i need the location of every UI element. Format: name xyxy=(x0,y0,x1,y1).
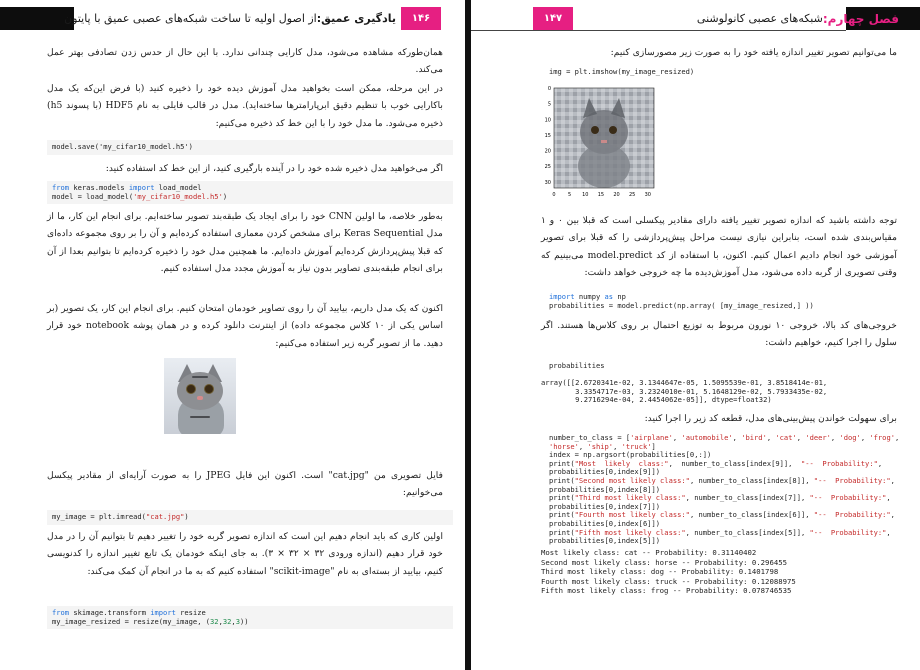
plot-y-tick-label: 25 xyxy=(544,164,551,171)
output-block xyxy=(541,548,796,596)
code-token: 'horse' xyxy=(549,441,579,451)
result-line: Third most likely class: dog -- Probability: 0.1401798 xyxy=(541,567,779,577)
paragraph: اولین کاری که باید انجام دهیم این است که اندازه تصویر گربه خود را تغییر دهیم تا بتوانیم آن را در مدل خود قرار دهیم (اندازه ورودی ۳۲ × ۳۲ × ۳). به جای اینکه خودمان یک تابع تغییر اندازه را کدنویسی کنیم، بیایید از بسته‌ای به نام "scikit-image" استفاده کنیم که به ما در انجام آن کمک می‌کند: xyxy=(47,531,443,577)
plot-x-tick-label: 0 xyxy=(552,192,556,198)
code-token: , xyxy=(796,433,806,442)
code-token: print( xyxy=(549,475,575,485)
code-token: as xyxy=(604,292,614,301)
code-token: "Fourth most likely class:" xyxy=(574,510,690,520)
code-token: 32 xyxy=(210,616,219,626)
code-token: probabilities[0,index[8]]) xyxy=(549,484,661,494)
code-block xyxy=(549,434,899,546)
code-token: model = load_model( xyxy=(52,191,134,201)
result-line: Second most likely class: horse -- Probability: 0.296455 xyxy=(541,557,788,567)
code-token: "-- Probability:" xyxy=(809,493,887,503)
code-token: , xyxy=(218,616,223,626)
code-token: numpy xyxy=(574,292,605,301)
plot-y-tick-label: 30 xyxy=(544,179,551,186)
code-token: keras.models xyxy=(69,183,129,192)
page-number: ۱۴۶ xyxy=(401,7,441,30)
code-token: , xyxy=(231,616,236,626)
code-token: 'airplane' xyxy=(630,433,673,442)
code-token: probabilities = model.predict(np.array( [my_image_resized,] )) xyxy=(549,300,814,310)
paragraph: توجه داشته باشید که اندازه تصویر تغییر یافته دارای مقادیر پیکسلی است که قبلا بین ۰ و ۱ مقیاس‌بندی شده است، بنابراین نیازی نیست مراحل پیش‌پردازشی را که قبلا برای تصویر آموزشی خود انجام دادیم اعمال کنیم. اکنون، با استفاده از کد model.predict می‌بینیم که وقتی تصویری از گربه داده می‌شود، مدل آموزش‌دیده ما چه خروجی خواهد داشت: xyxy=(541,215,898,279)
code-token: , xyxy=(860,433,870,442)
paragraph: به‌طور خلاصه، ما اولین CNN خود را برای ایجاد یک طبقه‌بند تصویر ساخته‌ایم. برای انجام این کار، ما از مدل Keras Sequential برای مشخص کردن معماری استفاده کرده‌ایم و آن را بر روی مجموعه داده‌ای که قبلا پیش‌پردازش کرده‌ایم آموزش داده‌ایم. ما همچنین مدل خود را ذخیره کرده‌ایم تا بتوانیم بعدا از آن برای انجام طبقه‌بندی تصاویر بدون نیاز به آموزش مجدد مدل استفاده کنیم. xyxy=(47,211,443,275)
header-black-bar xyxy=(0,7,74,30)
code-token: "-- Probability:" xyxy=(813,475,891,485)
code-token: , xyxy=(766,433,776,442)
code-token: 'frog' xyxy=(869,433,895,442)
code-block xyxy=(47,140,453,155)
plot-y-tick-label: 20 xyxy=(544,148,551,155)
code-token: , xyxy=(886,493,891,503)
right-page xyxy=(471,0,920,670)
code-token: "Fifth most likely class:" xyxy=(574,527,686,537)
running-title xyxy=(64,7,396,30)
code-token: , xyxy=(732,433,742,442)
paragraph: اگر می‌خواهید مدل ذخیره شده خود را در آینده بارگیری کنید، از این خط کد استفاده کنید: xyxy=(105,163,443,174)
code-line: probabilities xyxy=(549,361,605,370)
code-token: probabilities[0,index[7]]) xyxy=(549,501,661,511)
plot-x-tick-label: 15 xyxy=(597,192,605,198)
code-token: my_image = plt.imread( xyxy=(52,512,146,521)
left-page-header xyxy=(0,7,465,30)
code-token: skimage.transform xyxy=(69,608,151,617)
code-token: 'ship' xyxy=(587,441,614,451)
code-token: load_model xyxy=(154,183,202,192)
code-token: import xyxy=(150,608,176,617)
code-token: , number_to_class[index[8]], xyxy=(689,475,814,485)
paragraph: همان‌طورکه مشاهده می‌شود، مدل کارایی چندانی ندارد. با این حال از حدس زدن تصادفی بهتر عمل می‌کند. xyxy=(47,47,443,76)
code-token: , number_to_class[index[7]], xyxy=(685,493,810,503)
code-token: print( xyxy=(549,458,575,468)
paragraph: ما می‌توانیم تصویر تغییر اندازه یافته خود را به صورت زیر مصورسازی کنیم: xyxy=(610,47,897,58)
code-token: , number_to_class[index[9]], xyxy=(668,458,801,468)
running-title-rest: از اصول اولیه تا ساخت شبکه‌های عصبی عمیق با پایتون xyxy=(64,12,317,25)
code-block xyxy=(549,293,814,310)
code-token: "-- Probability:" xyxy=(813,510,891,520)
code-token: from xyxy=(52,608,70,617)
code-token: print( xyxy=(549,527,575,537)
plot-y-tick-label: 15 xyxy=(544,132,551,139)
code-token: , xyxy=(877,458,883,468)
code-token: my_image_resized = resize(my_image, ( xyxy=(52,616,211,626)
code-token: "-- Probability:" xyxy=(801,458,878,468)
plot-y-ticks xyxy=(545,86,551,186)
code-token: import xyxy=(128,183,155,192)
paragraph: فایل تصویری من "cat.jpg" است. اکنون این فایل JPEG را به صورت آرایه‌ای از مقادیر پیکسل می‌خوانیم: xyxy=(47,470,443,499)
result-line: Fifth most likely class: frog -- Probability: 0.078746535 xyxy=(541,586,792,596)
running-title-rest: شبکه‌های عصبی کانولوشنی xyxy=(696,12,823,25)
code-token: print( xyxy=(549,493,575,503)
code-token: index = np.argsort(probabilities[0,:]) xyxy=(549,450,712,460)
code-block xyxy=(47,181,453,204)
paragraph: در این مرحله، ممکن است بخواهید مدل آموزش دیده خود را ذخیره کنید (با فرض این‌که یک مدل باکارایی خوب با تنظیم دقیق ابرپارامترها ساخته‌اید). مدل در قالب فایلی به نام HDF5 (با پسوند h5) ذخیره می‌شود. ما مدل خود را با این خط کد ذخیره می‌کنیم: xyxy=(47,83,443,129)
code-token: 'dog' xyxy=(839,433,861,442)
result-line: Fourth most likely class: truck -- Probability: 0.12088975 xyxy=(541,576,796,586)
code-token: 'bird' xyxy=(741,433,767,442)
paragraph: اکنون که یک مدل داریم، بیایید آن را روی تصاویر خودمان امتحان کنیم. برای انجام این کار، یک تصویر (بر اساس یکی از ۱۰ کلاس مجموعه داده) از اینترنت دانلود کرده و در همان پوشه notebook خود قرار دهید. ما از تصویر گربه زیر استفاده می‌کنیم: xyxy=(47,303,443,349)
plot-x-tick-label: 25 xyxy=(628,192,636,198)
code-token: , xyxy=(890,475,895,485)
code-token: import xyxy=(549,292,575,301)
code-token: , number_to_class[index[6]], xyxy=(689,510,814,520)
code-token: 'my_cifar10_model.h5' xyxy=(133,191,223,201)
code-token: , xyxy=(613,441,622,451)
page-number: ۱۴۷ xyxy=(533,7,573,30)
code-token: 'deer' xyxy=(805,433,831,442)
code-token: probabilities[0,index[5]]) xyxy=(549,536,661,546)
code-line: img = plt.imshow(my_image_resized) xyxy=(549,67,695,76)
running-title xyxy=(579,7,899,30)
header-underline xyxy=(471,30,846,31)
plot-x-ticks xyxy=(552,192,651,198)
code-token: probabilities[0,index[9]]) xyxy=(549,467,661,477)
paragraph: برای سهولت خواندن پیش‌بینی‌های مدل، قطعه کد زیر را اجرا کنید: xyxy=(644,413,897,424)
code-token: , xyxy=(672,433,682,442)
code-token: np xyxy=(613,292,626,301)
code-token: , xyxy=(890,510,895,520)
running-title-bold: یادگیری عمیق: xyxy=(316,12,396,25)
right-page-header xyxy=(471,7,920,30)
code-token: 'cat' xyxy=(775,433,797,442)
code-token: 3 xyxy=(235,616,240,626)
code-token: , xyxy=(830,433,840,442)
code-token: "Third most likely class:" xyxy=(574,493,686,503)
code-token: "Second most likely class:" xyxy=(574,475,690,485)
code-token: , xyxy=(578,441,588,451)
paragraph: خروجی‌های کد بالا، خروجی ۱۰ نورون مربوط به توزیع احتمال بر روی کلاس‌ها هستند. اگر سلول را اجرا کنیم، خواهیم داشت: xyxy=(541,320,897,349)
output-block: array([[2.6720341e-02, 3.1344647e-05, 1.5095539e-01, 3.8518414e-01, 3.3354717e-03, 3.2324010e-01, 5.1648129e-02, 5.7933435e-02, 9.2716294e-04, 2.4454062e-05]], dtype=float32) xyxy=(541,378,828,405)
code-token: 32 xyxy=(222,616,232,626)
code-token: , xyxy=(895,433,900,442)
code-token: 'automobile' xyxy=(681,433,733,442)
code-token: 'truck' xyxy=(621,441,652,451)
code-token: "Most likely class:" xyxy=(574,458,669,468)
plot-y-tick-label: 10 xyxy=(544,117,551,124)
plot-x-tick-label: 20 xyxy=(613,192,620,198)
cat-photo xyxy=(164,358,236,434)
code-token: print( xyxy=(549,510,575,520)
code-token: ) xyxy=(222,191,228,201)
code-line: model.save('my_cifar10_model.h5') xyxy=(52,142,193,151)
code-token: from xyxy=(52,183,70,192)
code-token: "-- Probability:" xyxy=(809,527,887,537)
code-token: resize xyxy=(175,608,206,617)
code-block xyxy=(47,606,453,629)
code-token: , xyxy=(886,527,891,537)
code-token: number_to_class = [ xyxy=(549,433,631,442)
code-token: "cat.jpg" xyxy=(145,512,185,521)
plot-x-tick-label: 30 xyxy=(644,192,651,198)
code-token: probabilities[0,index[6]]) xyxy=(549,518,661,528)
plot-x-tick-label: 5 xyxy=(568,192,572,198)
result-line: Most likely class: cat -- Probability: 0.31140402 xyxy=(541,548,757,557)
plot-y-tick-label: 5 xyxy=(547,101,551,108)
code-token: , number_to_class[index[5]], xyxy=(685,527,810,537)
code-token: )) xyxy=(239,616,249,626)
code-token: ) xyxy=(184,512,189,521)
plot-x-tick-label: 10 xyxy=(582,192,589,198)
chapter-label: فصل چهارم: xyxy=(822,11,899,26)
code-block xyxy=(47,510,453,525)
plot-y-tick-label: 0 xyxy=(547,86,551,92)
imshow-plot xyxy=(541,84,661,206)
code-token: ] xyxy=(651,441,656,451)
